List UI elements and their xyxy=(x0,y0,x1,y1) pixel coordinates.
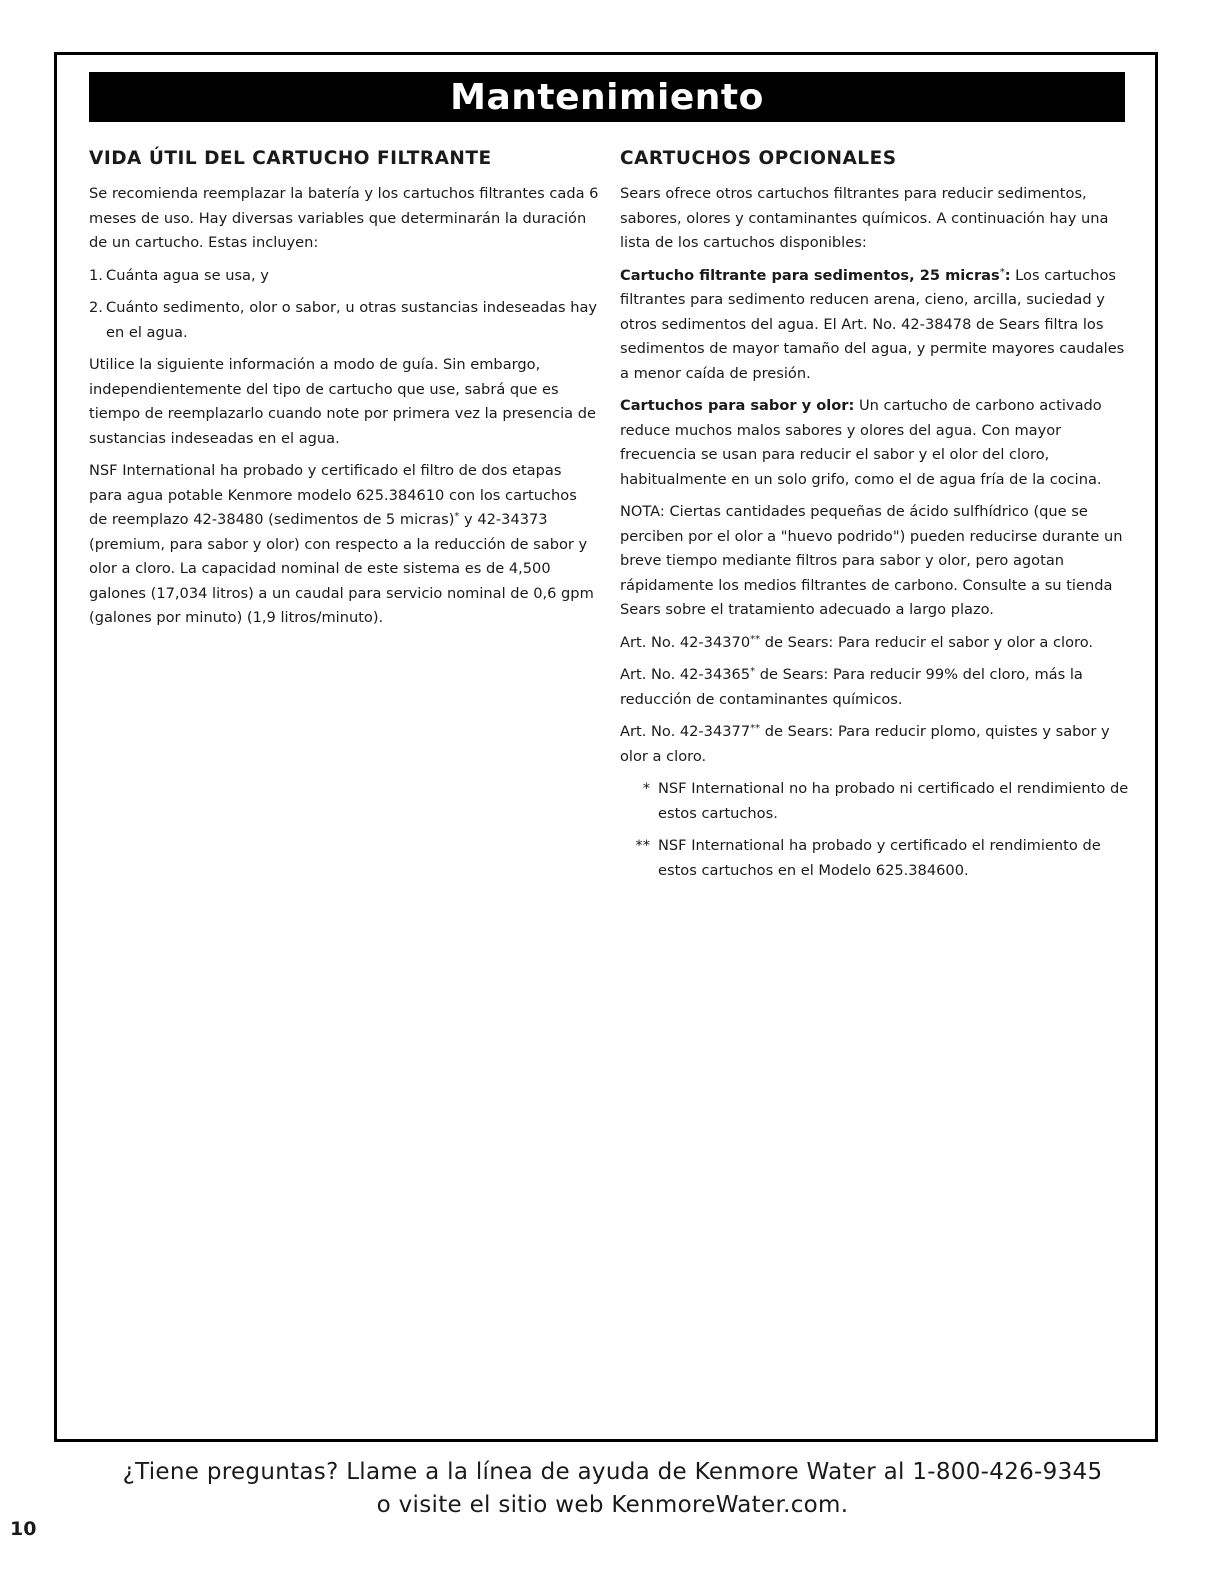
sediment-colon: : xyxy=(1004,266,1011,284)
footnote-mark: * xyxy=(454,511,460,522)
list-text: Cuánto sedimento, olor o sabor, u otras sustancias indeseadas hay en el agua. xyxy=(106,299,598,341)
footnote xyxy=(620,777,1130,826)
footnote xyxy=(620,834,1130,883)
footer-line-1: ¿Tiene preguntas? Llame a la línea de ayuda de Kenmore Water al 1-800-426-9345 xyxy=(122,1459,1103,1485)
right-column xyxy=(620,146,1130,891)
nsf-text-rest: y 42-34373 (premium, para sabor y olor) con respecto a la reducción de sabor y olor a cloro. La capacidad nominal de este sistema es de 4,500 galones (17,034 litros) a un caudal para servicio nominal de 0,6 gpm (galones por minuto) (1,9 litros/minuto). xyxy=(89,511,594,626)
art-number: Art. No. 42-34370 xyxy=(620,633,751,651)
footnote-text: NSF International ha probado y certificado el rendimiento de estos cartuchos en el Modelo 625.384600. xyxy=(658,837,1101,879)
art-34370-paragraph xyxy=(620,631,1130,656)
footnote-text: NSF International no ha probado ni certificado el rendimiento de estos cartuchos. xyxy=(658,780,1129,822)
footer-line-2: o visite el sitio web KenmoreWater.com. xyxy=(376,1492,849,1518)
optional-intro: Sears ofrece otros cartuchos filtrantes para reducir sedimentos, sabores, olores y contaminantes químicos. A continuación hay una lista de los cartuchos disponibles: xyxy=(620,185,1109,251)
list-number: 2. xyxy=(89,299,103,316)
art-34365-paragraph xyxy=(620,663,1130,712)
taste-label: Cartuchos para sabor y olor: xyxy=(620,397,855,414)
section-banner: Mantenimiento xyxy=(89,72,1125,122)
taste-odor-paragraph xyxy=(620,394,1130,492)
footnote-symbol: * xyxy=(642,780,650,797)
list-item xyxy=(89,296,599,345)
sediment-label: Cartucho filtrante para sedimentos, 25 micras xyxy=(620,266,1000,284)
footnote-symbol: ** xyxy=(635,837,650,854)
help-footer xyxy=(0,1456,1225,1522)
art-description: de Sears: Para reducir el sabor y olor a cloro. xyxy=(760,633,1094,651)
footnote-mark: ** xyxy=(750,633,761,645)
nsf-certification-paragraph xyxy=(89,459,599,631)
left-column xyxy=(89,146,599,639)
art-description: de Sears: Para reducir 99% del cloro, más la reducción de contaminantes químicos. xyxy=(620,666,1083,708)
art-34377-paragraph xyxy=(620,720,1130,769)
optional-cartridges-heading: CARTUCHOS OPCIONALES xyxy=(620,148,897,169)
art-number: Art. No. 42-34377 xyxy=(620,723,751,740)
filter-life-intro: Se recomienda reemplazar la batería y los cartuchos filtrantes cada 6 meses de uso. Hay diversas variables que determinarán la duración de un cartucho. Estas incluyen: xyxy=(89,185,599,251)
list-item xyxy=(89,264,599,289)
footnote-mark: * xyxy=(999,266,1005,278)
filter-life-heading: VIDA ÚTIL DEL CARTUCHO FILTRANTE xyxy=(89,148,492,169)
nsf-text: NSF International ha probado y certificado el filtro de dos etapas para agua potable Kenmore modelo 625.384610 con los cartuchos de reemplazo 42-38480 (sedimentos de 5 micras) xyxy=(89,462,577,528)
note-paragraph: NOTA: Ciertas cantidades pequeñas de ácido sulfhídrico (que se perciben por el olor a "huevo podrido") pueden reducirse durante un breve tiempo mediante filtros para sabor y olor, pero agotan rápidamente los medios filtrantes de carbono. Consulte a su tienda Sears sobre el tratamiento adecuado a largo plazo. xyxy=(620,503,1123,618)
footnote-mark: ** xyxy=(750,723,761,734)
art-description: de Sears: Para reducir plomo, quistes y sabor y olor a cloro. xyxy=(620,723,1110,765)
guidance-paragraph: Utilice la siguiente información a modo de guía. Sin embargo, independientemente del tipo de cartucho que use, sabrá que es tiempo de reemplazarlo cuando note por primera vez la presencia de sustancias indeseadas en el agua. xyxy=(89,356,596,447)
list-text: Cuánta agua se usa, y xyxy=(106,266,269,284)
list-number: 1. xyxy=(89,266,103,284)
page-number: 10 xyxy=(10,1518,37,1540)
footnote-mark: * xyxy=(750,666,756,677)
taste-text: Un cartucho de carbono activado reduce muchos malos sabores y olores del agua. Con mayor frecuencia se usan para reducir el sabor y el olor del cloro, habitualmente en un solo grifo, como el de agua fría de la cocina. xyxy=(620,397,1102,488)
sediment-cartridge-paragraph xyxy=(620,264,1130,387)
sediment-text: Los cartuchos filtrantes para sedimento reducen arena, cieno, arcilla, suciedad y otros sedimentos del agua. El Art. No. 42-38478 de Sears filtra los sedimentos de mayor tamaño del agua, y permite mayores caudales a menor caída de presión. xyxy=(620,266,1125,382)
art-number: Art. No. 42-34365 xyxy=(620,666,751,683)
